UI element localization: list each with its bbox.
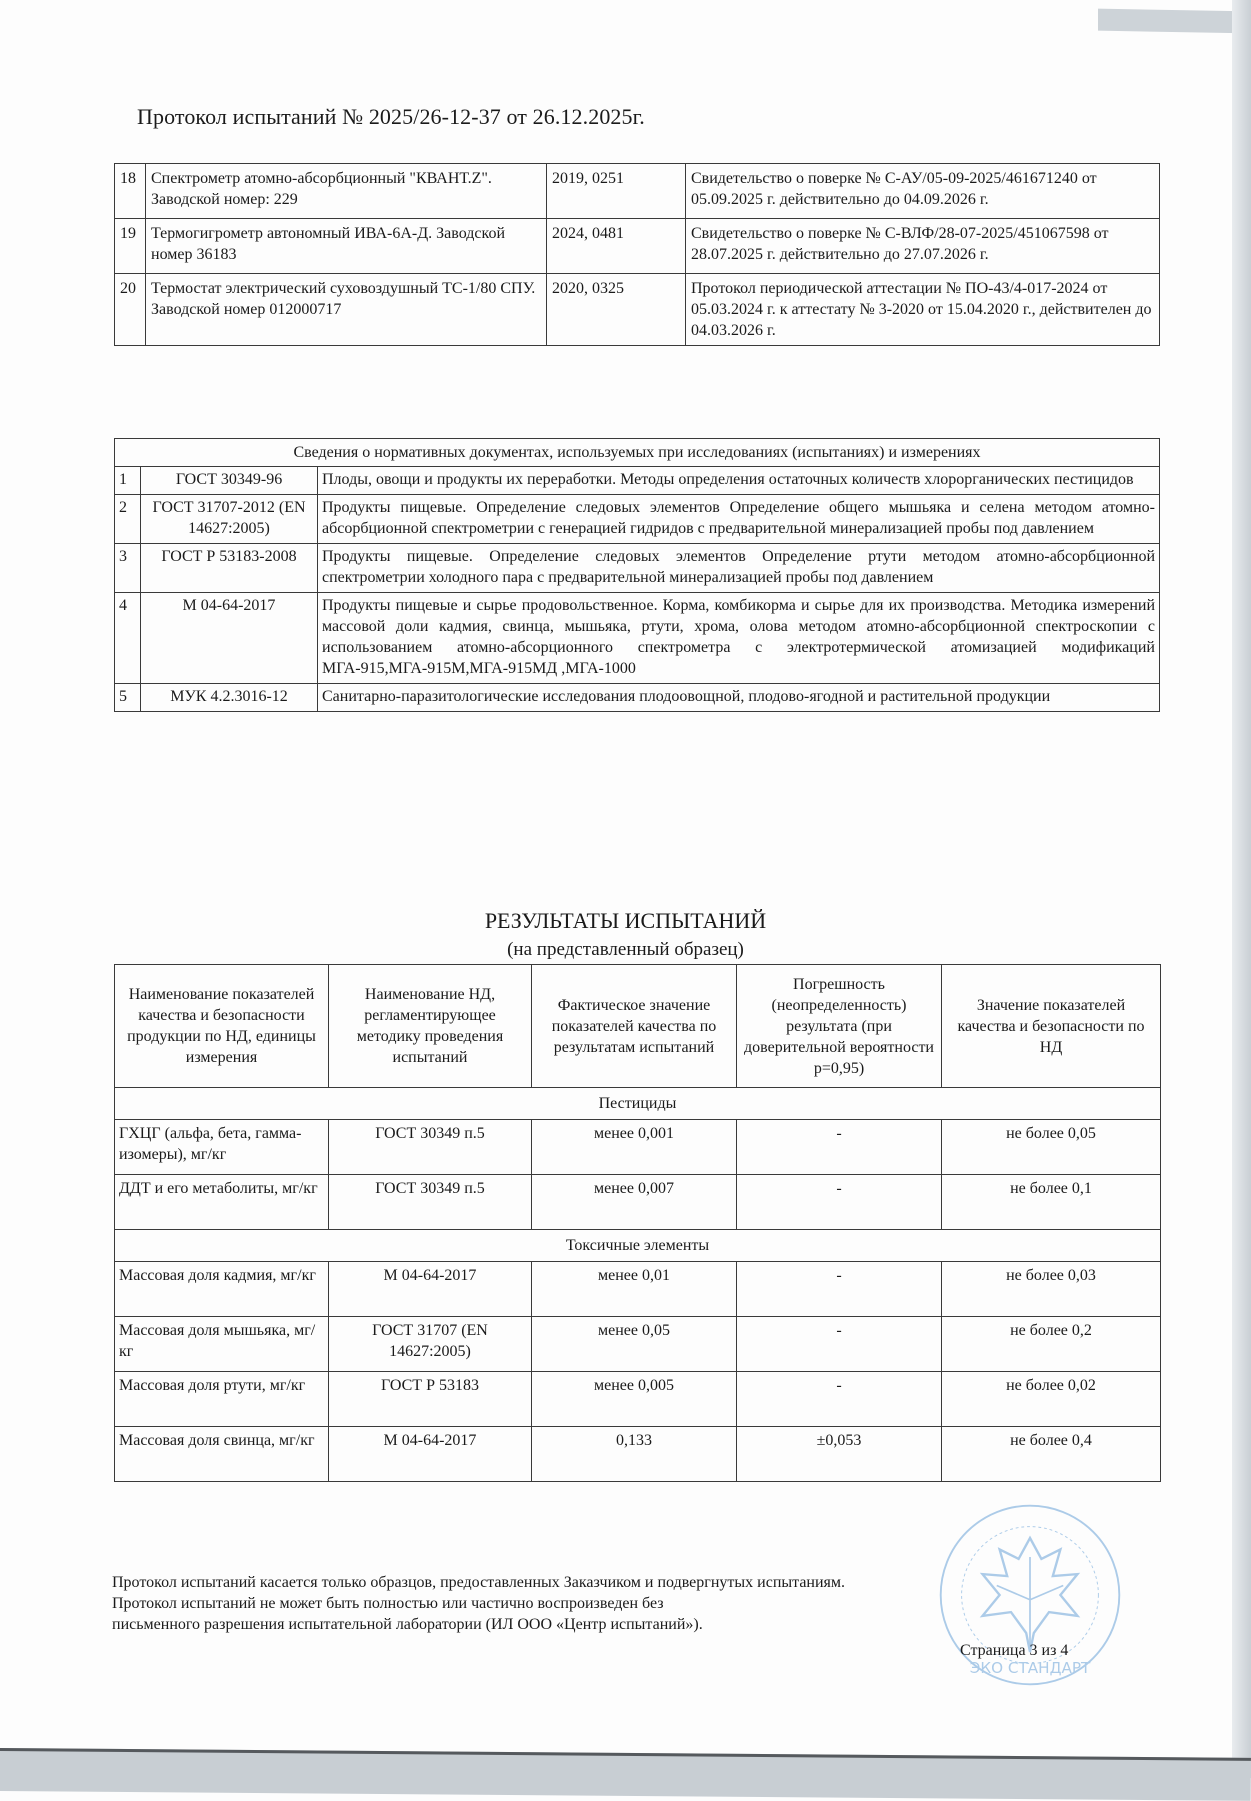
page-number: Страница 3 из 4 xyxy=(960,1642,1069,1659)
document-code: ГОСТ 31707-2012 (EN 14627:2005) xyxy=(141,495,318,544)
column-header-indicator: Наименование показателей качества и безопасности продукции по НД, единицы измерения xyxy=(115,965,329,1088)
actual-value: менее 0,01 xyxy=(532,1262,737,1317)
equipment-name: Спектрометр атомно-абсорбционный "КВАНТ.Z". Заводской номер: 229 xyxy=(146,164,547,219)
table-row xyxy=(115,467,1160,495)
document-description: Продукты пищевые. Определение следовых элементов Определение общего мышьяка и селена методом атомно-абсорбционной спектрометрии с генерацией гидридов с предварительной минерализацией пробы под давлением xyxy=(318,495,1160,544)
column-header-uncertainty: Погрешность (неопределенность) результата (при доверительной вероятности р=0,95) xyxy=(737,965,942,1088)
indicator-name: Массовая доля кадмия, мг/кг xyxy=(115,1262,329,1317)
section-title: Пестициды xyxy=(115,1088,1161,1120)
table-row xyxy=(115,495,1160,544)
equipment-name: Термогигрометр автономный ИВА-6А-Д. Заводской номер 36183 xyxy=(146,219,547,274)
actual-value: менее 0,001 xyxy=(532,1120,737,1175)
column-header-method: Наименование НД, регламентирующее методику проведения испытаний xyxy=(329,965,532,1088)
table-row xyxy=(115,1317,1161,1372)
indicator-name: Массовая доля мышьяка, мг/кг xyxy=(115,1317,329,1372)
table-row xyxy=(115,274,1160,346)
normative-documents-table xyxy=(114,438,1160,712)
indicator-name: Массовая доля свинца, мг/кг xyxy=(115,1427,329,1482)
results-subtitle: (на представленный образец) xyxy=(507,939,744,960)
uncertainty-value: - xyxy=(737,1262,942,1317)
row-number: 18 xyxy=(115,164,146,219)
method-name: М 04-64-2017 xyxy=(329,1427,532,1482)
actual-value: менее 0,007 xyxy=(532,1175,737,1230)
actual-value: менее 0,005 xyxy=(532,1372,737,1427)
row-number: 20 xyxy=(115,274,146,346)
row-number: 2 xyxy=(115,495,141,544)
table-row xyxy=(115,593,1160,684)
footer-line: Протокол испытаний касается только образцов, предоставленных Заказчиком и подвергнутых испытаниям. xyxy=(112,1574,846,1591)
section-row xyxy=(115,1230,1161,1262)
document-code: МУК 4.2.3016-12 xyxy=(141,684,318,712)
column-header-norm-value: Значение показателей качества и безопасности по НД xyxy=(942,965,1161,1088)
actual-value: 0,133 xyxy=(532,1427,737,1482)
document-code: ГОСТ 30349-96 xyxy=(141,467,318,495)
equipment-name: Термостат электрический суховоздушный ТС-1/80 СПУ. Заводской номер 012000717 xyxy=(146,274,547,346)
column-header-actual-value: Фактическое значение показателей качества по результатам испытаний xyxy=(532,965,737,1088)
equipment-verification: Протокол периодической аттестации № ПО-43/4-017-2024 от 05.03.2024 г. к аттестату № 3-2020 от 15.04.2020 г., действителен до 04.03.2026 г. xyxy=(686,274,1160,346)
page-title: Протокол испытаний № 2025/26-12-37 от 26.12.2025г. xyxy=(137,104,645,129)
uncertainty-value: - xyxy=(737,1175,942,1230)
norm-value: не более 0,02 xyxy=(942,1372,1161,1427)
document-code: ГОСТ Р 53183-2008 xyxy=(141,544,318,593)
table-row xyxy=(115,544,1160,593)
table-row xyxy=(115,1175,1161,1230)
indicator-name: Массовая доля ртути, мг/кг xyxy=(115,1372,329,1427)
table-row xyxy=(115,1120,1161,1175)
scanner-edge-bottom xyxy=(0,1748,1251,1801)
method-name: ГОСТ 30349 п.5 xyxy=(329,1120,532,1175)
scanner-edge-top xyxy=(1098,9,1251,34)
row-number: 4 xyxy=(115,593,141,684)
equipment-year-inventory: 2024, 0481 xyxy=(547,219,686,274)
footer-line: письменного разрешения испытательной лаборатории (ИЛ ООО «Центр испытаний»). xyxy=(112,1616,703,1633)
document-code: М 04-64-2017 xyxy=(141,593,318,684)
table-row xyxy=(115,1427,1161,1482)
method-name: ГОСТ Р 53183 xyxy=(329,1372,532,1427)
section-title: Токсичные элементы xyxy=(115,1230,1161,1262)
footer-line: Протокол испытаний не может быть полностью или частично воспроизведен без xyxy=(112,1595,664,1612)
table-row xyxy=(115,1262,1161,1317)
table-row xyxy=(115,219,1160,274)
table-row xyxy=(115,684,1160,712)
section-row xyxy=(115,1088,1161,1120)
document-description: Плоды, овощи и продукты их переработки. Методы определения остаточных количеств хлорорганических пестицидов xyxy=(318,467,1160,495)
uncertainty-value: ±0,053 xyxy=(737,1427,942,1482)
maple-leaf-icon xyxy=(935,1500,1125,1690)
method-name: ГОСТ 31707 (EN 14627:2005) xyxy=(329,1317,532,1372)
actual-value: менее 0,05 xyxy=(532,1317,737,1372)
equipment-year-inventory: 2019, 0251 xyxy=(547,164,686,219)
stamp-text: ЭКО СТАНДАРТ xyxy=(969,1658,1091,1677)
document-description: Продукты пищевые и сырье продовольственное. Корма, комбикорма и сырье для их производства. Методика измерений массовой доли кадмия, свинца, мышьяка, ртути, хрома, олова методом атомно-абсорбционной спектроскопии с использованием атомно-абсорционного спектрометра с электротермической атомизацией модификаций МГА-915,МГА-915М,МГА-915МД ,МГА-1000 xyxy=(318,593,1160,684)
method-name: М 04-64-2017 xyxy=(329,1262,532,1317)
row-number: 3 xyxy=(115,544,141,593)
document-description: Продукты пищевые. Определение следовых элементов Определение ртути методом атомно-абсорбционной спектрометрии холодного пара с предварительной минерализацией пробы под давлением xyxy=(318,544,1160,593)
table-row xyxy=(115,1372,1161,1427)
footer-disclaimer xyxy=(112,1572,845,1635)
table-header: Сведения о нормативных документах, используемых при исследованиях (испытаниях) и измерениях xyxy=(115,439,1160,467)
norm-value: не более 0,2 xyxy=(942,1317,1161,1372)
document-description: Санитарно-паразитологические исследования плодоовощной, плодово-ягодной и растительной продукции xyxy=(318,684,1160,712)
uncertainty-value: - xyxy=(737,1317,942,1372)
method-name: ГОСТ 30349 п.5 xyxy=(329,1175,532,1230)
norm-value: не более 0,03 xyxy=(942,1262,1161,1317)
equipment-verification: Свидетельство о поверке № С-ВЛФ/28-07-2025/451067598 от 28.07.2025 г. действительно до 27.07.2026 г. xyxy=(686,219,1160,274)
results-title: РЕЗУЛЬТАТЫ ИСПЫТАНИЙ xyxy=(484,908,767,933)
norm-value: не более 0,1 xyxy=(942,1175,1161,1230)
table-header-row xyxy=(115,439,1160,467)
test-results-table xyxy=(114,964,1161,1482)
uncertainty-value: - xyxy=(737,1372,942,1427)
table-row xyxy=(115,164,1160,219)
equipment-year-inventory: 2020, 0325 xyxy=(547,274,686,346)
row-number: 5 xyxy=(115,684,141,712)
table-header-row xyxy=(115,965,1161,1088)
norm-value: не более 0,4 xyxy=(942,1427,1161,1482)
equipment-table xyxy=(114,163,1160,346)
row-number: 19 xyxy=(115,219,146,274)
norm-value: не более 0,05 xyxy=(942,1120,1161,1175)
scanner-edge-right xyxy=(1232,0,1251,1778)
row-number: 1 xyxy=(115,467,141,495)
indicator-name: ДДТ и его метаболиты, мг/кг xyxy=(115,1175,329,1230)
uncertainty-value: - xyxy=(737,1120,942,1175)
indicator-name: ГХЦГ (альфа, бета, гамма-изомеры), мг/кг xyxy=(115,1120,329,1175)
equipment-verification: Свидетельство о поверке № С-АУ/05-09-2025/461671240 от 05.09.2025 г. действительно до 04.09.2026 г. xyxy=(686,164,1160,219)
